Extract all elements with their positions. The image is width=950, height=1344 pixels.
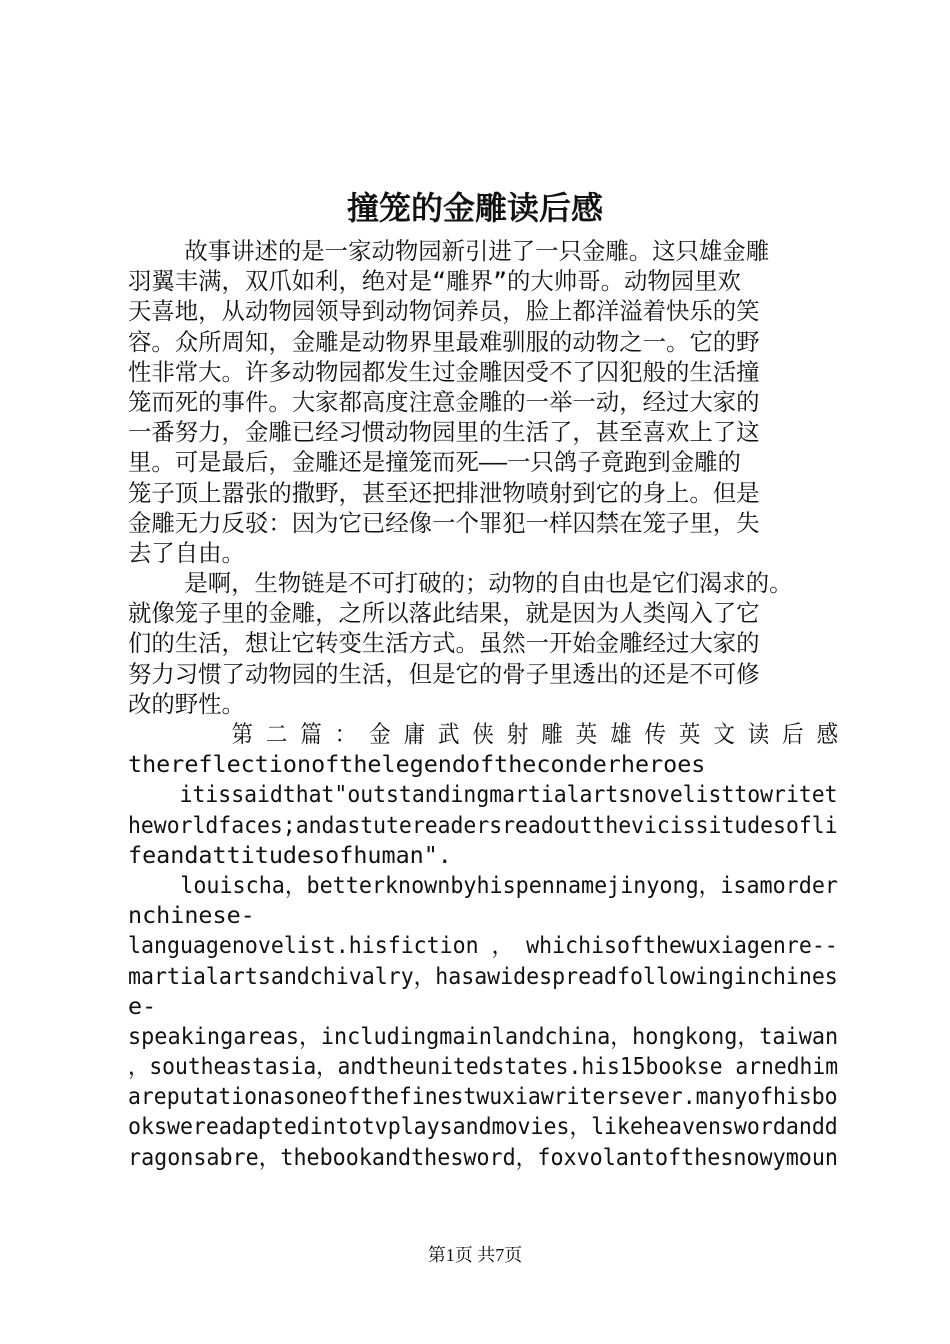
text-line: speakingareas，includingmainlandchina，hongkong，taiwan — [128, 1021, 839, 1050]
document-body — [128, 236, 839, 1172]
text-line: 一番努力，金雕已经习惯动物园里的生活了，甚至喜欢上了这 — [128, 418, 760, 447]
text-line: ，southeastasia，andtheunitedstates.his15bookse arnedhim — [128, 1052, 839, 1081]
text-line: 努力习惯了动物园的生活，但是它的骨子里透出的还是不可修 — [128, 659, 760, 688]
text-line: 羽翼丰满，双爪如利，绝对是“雕界”的大帅哥。动物园里欢 — [128, 267, 741, 296]
text-line: itissaidthat"outstandingmartialartsnovelisttowritet — [128, 780, 838, 809]
text-line: louischa，betterknownbyhispennamejinyong，isamorder — [128, 870, 838, 899]
text-line: 是啊，生物链是不可打破的；动物的自由也是它们渴求的。 — [128, 569, 793, 598]
text-line: 容。众所周知，金雕是动物界里最难驯服的动物之一。它的野 — [128, 327, 760, 356]
text-line: okswereadaptedintotvplaysandmovies，likeheavenswordandd — [128, 1112, 838, 1141]
text-line: 去了自由。 — [128, 538, 245, 567]
text-line: 就像笼子里的金雕，之所以落此结果，就是因为人类闯入了它 — [128, 599, 760, 628]
text-line: thereflectionofthelegendoftheconderheroes — [128, 750, 706, 779]
document-title: 撞笼的金雕读后感 — [346, 189, 603, 227]
text-line: 们的生活，想让它转变生活方式。虽然一开始金雕经过大家的 — [128, 629, 760, 658]
text-line: e- — [128, 991, 157, 1020]
text-line: 金雕无力反驳：因为它已经像一个罪犯一样囚禁在笼子里，失 — [128, 508, 760, 537]
page-number-footer: 第1页 共7页 — [427, 1245, 523, 1265]
text-line: 天喜地，从动物园领导到动物饲养员，脸上都洋溢着快乐的笑 — [128, 297, 760, 326]
text-line: 笼子顶上嚣张的撒野，甚至还把排泄物喷射到它的身上。但是 — [128, 478, 760, 507]
text-line: ragonsabre，thebookandthesword，foxvolantofthesnowymoun — [128, 1142, 838, 1171]
text-line: 改的野性。 — [128, 689, 245, 718]
text-line: 故事讲述的是一家动物园新引进了一只金雕。这只雄金雕 — [128, 237, 770, 265]
text-line: nchinese- — [128, 901, 255, 930]
text-line: 性非常大。许多动物园都发生过金雕因受不了囚犯般的生活撞 — [128, 357, 760, 386]
text-line: languagenovelist.hisfiction ， whichisofthewuxiagenre-- — [128, 931, 838, 960]
text-line: martialartsandchivalry，hasawidespreadfollowinginchines — [128, 961, 838, 990]
text-line: areputationasoneofthefinestwuxiawritersever.manyofhisbo — [128, 1082, 838, 1111]
text-line: heworldfaces;andastutereadersreadoutthevicissitudesofli — [128, 810, 838, 839]
text-line: feandattitudesofhuman". — [128, 840, 452, 869]
section-heading: 第 二 篇 ： 金 庸 武 侠 射 雕 英 雄 传 英 文 读 后 感 — [128, 720, 839, 748]
text-line: 笼而死的事件。大家都高度注意金雕的一举一动，经过大家的 — [128, 387, 760, 416]
text-line: 里。可是最后，金雕还是撞笼而死——一只鸽子竟跑到金雕的 — [128, 448, 741, 477]
